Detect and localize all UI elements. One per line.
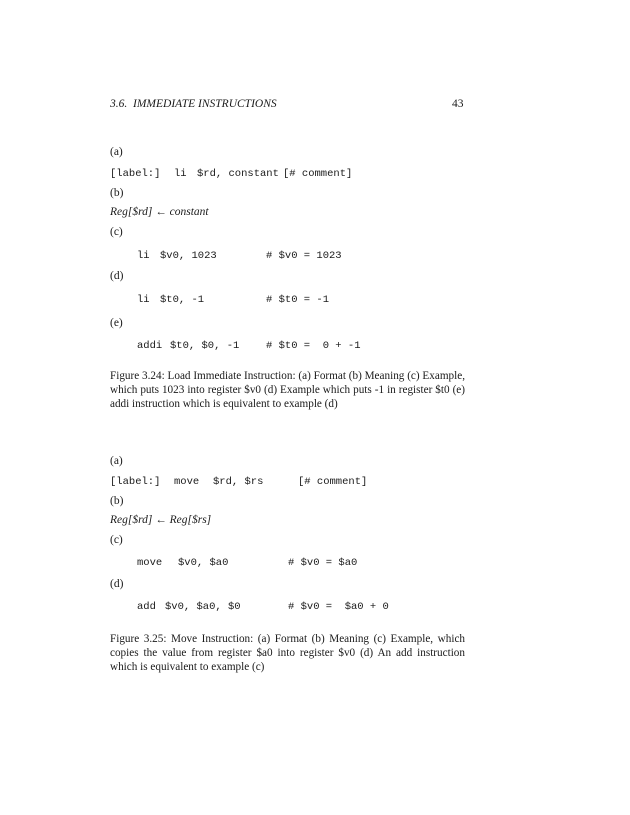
format-label-field: [label:] — [110, 476, 161, 488]
figure-caption: Figure 3.24: Load Immediate Instruction: (a) Format (b) Meaning (c) Example, which puts 1023 into register $v0 (d) Example which puts -1 in register $t0 (e) addi instruction which is equivalent to example (d) — [110, 370, 465, 410]
part-d-label: (d) — [110, 270, 124, 282]
part-b-label: (b) — [110, 187, 124, 199]
example-c-comment: # $v0 = 1023 — [266, 250, 342, 262]
example-c-operands: $v0, $a0 — [178, 557, 229, 569]
example-e-opcode: addi — [137, 340, 163, 352]
figure-caption: Figure 3.25: Move Instruction: (a) Format (b) Meaning (c) Example, which copies the value from register $a0 into register $v0 (d) An add instruction which is equivalent to example (c) — [110, 633, 465, 673]
example-d-comment: # $t0 = -1 — [266, 294, 330, 306]
format-label-field: [label:] — [110, 168, 161, 180]
part-e-label: (e) — [110, 317, 123, 329]
example-c-operands: $v0, 1023 — [160, 250, 217, 262]
format-comment: [# comment] — [283, 168, 353, 180]
section-header: 3.6. IMMEDIATE INSTRUCTIONS — [110, 98, 277, 110]
example-c-opcode: move — [137, 557, 163, 569]
meaning-expression: Reg[$rd] ← constant — [110, 206, 209, 218]
part-c-label: (c) — [110, 226, 123, 238]
example-d-operands: $v0, $a0, $0 — [165, 601, 241, 613]
format-operands: $rd, constant — [197, 168, 279, 180]
example-d-opcode: add — [137, 601, 156, 613]
format-operands: $rd, $rs — [213, 476, 264, 488]
part-a-label: (a) — [110, 455, 123, 467]
part-d-label: (d) — [110, 578, 124, 590]
page-number: 43 — [452, 98, 464, 110]
example-c-opcode: li — [137, 250, 150, 262]
meaning-expression: Reg[$rd] ← Reg[$rs] — [110, 514, 212, 526]
example-c-comment: # $v0 = $a0 — [288, 557, 358, 569]
example-d-operands: $t0, -1 — [160, 294, 205, 306]
format-opcode: move — [174, 476, 200, 488]
part-c-label: (c) — [110, 534, 123, 546]
example-e-comment: # $t0 = 0 + -1 — [266, 340, 361, 352]
example-e-operands: $t0, $0, -1 — [170, 340, 240, 352]
format-comment: [# comment] — [298, 476, 368, 488]
example-d-opcode: li — [137, 294, 150, 306]
part-b-label: (b) — [110, 495, 124, 507]
part-a-label: (a) — [110, 146, 123, 158]
format-opcode: li — [174, 168, 187, 180]
example-d-comment: # $v0 = $a0 + 0 — [288, 601, 389, 613]
